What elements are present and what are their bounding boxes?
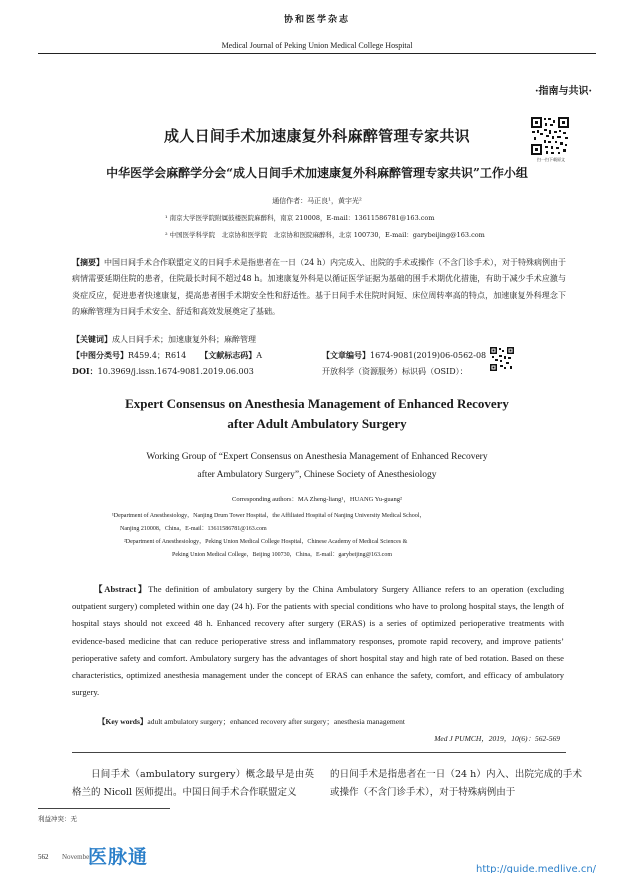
source-url-link[interactable]: http://guide.medlive.cn/ [476,864,597,873]
section-divider [72,752,566,753]
body-column-right: 的日间手术是指患者在一日（24 h）内入、出院完成的手术或操作（不含门诊手术），对于特殊病例由于 [330,769,582,798]
title-en-line: Expert Consensus on Anesthesia Management of Enhanced Recovery [125,396,509,411]
doi-row [72,366,254,377]
affiliation-cn: ¹ 南京大学医学院附属鼓楼医院麻醉科，南京 210008，E-mail：13611586781@163.com [165,214,435,222]
article-title-cn: 成人日间手术加速康复外科麻醉管理专家共识 [163,127,470,145]
clc-value: R459.4；R614 [128,351,187,360]
affiliation-en-line: ²Department of Anesthesiology，Peking Union Medical College Hospital，Chinese Academy of Medical Sciences & [124,539,408,545]
section-tag: ·指南与共识· [535,86,592,97]
keywords-en-label: 【Key words】 [98,717,148,726]
group-en-line: after Ambulatory Surgery”, Chinese Society of Anesthesiology [197,470,437,480]
corresponding-authors-en: Corresponding authors：MA Zheng-liang¹，HUANG Yu-guang² [232,496,402,503]
keywords-en [98,716,405,727]
affiliation-en-line: Peking Union Medical College，Beijing 100730，China，E-mail：garybeijing@163.com [172,552,392,558]
classification-row [72,350,262,361]
doi-value[interactable]: 10.3969/j.issn.1674-9081.2019.06.003 [97,367,254,376]
working-group-cn: 中华医学会麻醉学分会“成人日间手术加速康复外科麻醉管理专家共识”工作小组 [106,166,528,180]
abstract-cn-label: 【摘要】 [72,257,105,267]
journal-name-en: Medical Journal of Peking Union Medical College Hospital [221,41,413,50]
affiliation-cn: ² 中国医学科学院 北京协和医学院 北京协和医院麻醉科，北京 100730，E-mail：garybeijing@163.com [165,231,485,239]
corresponding-authors-cn: 通信作者：马正良¹，黄宇光² [272,197,362,205]
article-number [322,350,486,361]
osid-qr-code-icon [490,347,514,371]
page-number: 562 [38,853,49,861]
keywords-cn [72,334,256,345]
doc-code-label: 【文献标志码】 [200,350,257,360]
article-number-value: 1674-9081(2019)06-0562-08 [370,351,487,360]
doc-code-value: A [256,351,262,360]
clc-label: 【中图分类号】 [72,350,128,360]
abstract-en [72,581,564,701]
keywords-cn-label: 【关键词】 [72,334,112,344]
keywords-en-text: adult ambulatory surgery；enhanced recovery after surgery；anesthesia management [147,717,405,726]
affiliation-en-line: ¹Department of Anesthesiology，Nanjing Drum Tower Hospital，the Affiliated Hospital of Nanjing University Medical School， [112,513,426,519]
abstract-en-label: 【Abstract】 [94,584,149,594]
footnote-divider [38,808,170,809]
qr-caption: 扫一扫下载原文 [537,157,565,162]
abstract-cn-text: 中国日间手术合作联盟定义的日间手术是指患者在一日（24 h）内完成入、出院的手术或操作（不含门诊手术），对于特殊病例由于病情需要延期住院的患者，住院最长时间不超过48 h。加速康复外科是以循证医学证据为基础的围手术期优化措施，有助于减少手术应激与炎症反应，促进患者快速康复，提高患者围手术期安全性和舒适性。基于日间手术住院时间短、床位周转率高的特点，加速康复外科理念下的麻醉管理为日间手术安全、舒适和高效发展奠定了基础。 [72,258,567,317]
affiliation-en-line: Nanjing 210008，China，E-mail：13611586781@163.com [120,526,267,532]
abstract-cn [72,254,566,321]
affiliations-en [112,510,532,562]
abstract-en-text: The definition of ambulatory surgery by the China Ambulatory Surgery Alliance refers to an operation (excluding outpatient surgery) completed within one day (24 h). For the patients with special conditions who have to prolong hospital stays, the length of hospital stays should not exceed 48 h. Enhanced recovery after surgery (ERAS) is a series of optimized perioperative treatments with evidence-based medicine that can reduce perioperative stress and inflammatory responses, promote rapid recovery, and improve patients’ perioperative safety and comfort. Ambulatory surgery has the advantages of short hospital stay and high rate of bed rotation. Based on these characteristics, optimized anesthesia management under the concept of ERAS can enhance the safety, comfort, and efficacy of ambulatory surgery. [72,584,564,698]
group-en-line: Working Group of “Expert Consensus on Anesthesia Management of Enhanced Recovery [146,452,488,462]
article-title-en [0,394,634,434]
osid-label: 开放科学（资源服务）标识码（OSID）： [322,367,468,376]
body-column-left [72,766,314,801]
citation: Med J PUMCH，2019，10(6)：562-569 [434,734,560,743]
header-divider [38,53,596,54]
title-en-line: after Adult Ambulatory Surgery [227,416,407,431]
keywords-cn-text: 成人日间手术；加速康复外科；麻醉管理 [112,335,256,344]
doi-label: DOI： [72,366,98,376]
conflict-of-interest: 利益冲突：无 [38,815,77,823]
body-text-left: 日间手术（ambulatory surgery）概念最早是由英格兰的 Nicoll 医师提出。中国日间手术合作联盟定义 [72,769,314,798]
journal-name-cn: 协和医学杂志 [283,15,350,25]
article-number-label: 【文章编号】 [322,350,370,360]
issue-month: November [62,853,92,861]
medlive-logo: 医脉通 [88,846,149,868]
working-group-en [0,448,634,484]
